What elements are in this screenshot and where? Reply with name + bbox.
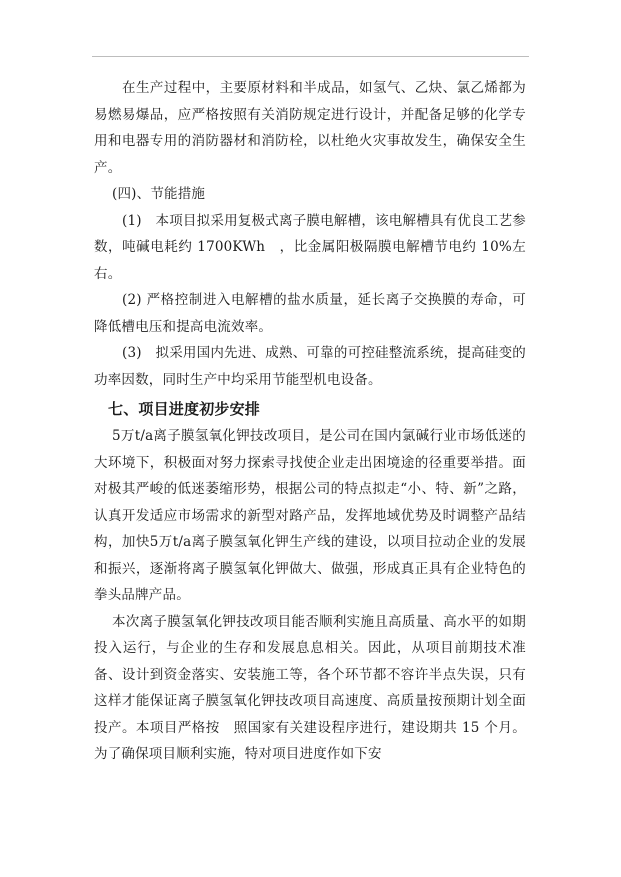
paragraph-project-overview: 5万t/a离子膜氢氧化钾技改项目，是公司在国内氯碱行业市场低迷的大环境下，积极面对努力探索寻找使企业走出困境途的径重要举措。面对极其严峻的低迷萎缩形势，根据公司的特点拟走“小、特、新”之路，认真开发适应市场需求的新型对路产品，发挥地域优势及时调整产品结构，加快5万t/a离子膜氢氧化钾生产线的建设，以项目拉动企业的发展和振兴，逐渐将离子膜氢氧化钾做大、做强，形成真正具有企业特色的拳头品牌产品。 [94, 428, 526, 603]
list-item-2: (2) 严格控制进入电解槽的盐水质量，延长离子交换膜的寿命，可降低槽电压和提高电流效率。 [94, 292, 526, 335]
section-heading-energy-saving: (四)、节能措施 [112, 186, 206, 202]
header-rule [92, 56, 529, 57]
list-item-3: (3) 拟采用国内先进、成熟、可靠的可控硅整流系统，提高硅变的功率因数，同时生产中均采用节能型机电设备。 [94, 345, 526, 388]
section-heading-schedule: 七、项目进度初步安排 [108, 400, 261, 418]
paragraph-project-schedule: 本次离子膜氢氧化钾技改项目能否顺利实施且高质量、高水平的如期投入运行，与企业的生存和发展息息相关。因此，从项目前期技术准备、设计到资金落实、安装施工等，各个环节都不容许半点失误，只有这样才能保证离子膜氢氧化钾技改项目高速度、高质量按预期计划全面投产。本项目严格按 照国家有关建设程序进行，建设期共 15 个月。为了确保项目顺利实施，特对项目进度作如下安 [94, 613, 526, 762]
list-item-1: (1) 本项目拟采用复极式离子膜电解槽，该电解槽具有优良工艺参数，吨碱电耗约 1700KWh ，比金属阳极隔膜电解槽节电约 10%左右。 [94, 212, 526, 282]
document-body [94, 75, 526, 768]
paragraph-fire-safety: 在生产过程中，主要原材料和半成品，如氢气、乙炔、氯乙烯都为易燃易爆品，应严格按照有关消防规定进行设计，并配备足够的化学专用和电器专用的消防器材和消防栓，以杜绝火灾事故发生，确保安全生产。 [94, 80, 526, 176]
